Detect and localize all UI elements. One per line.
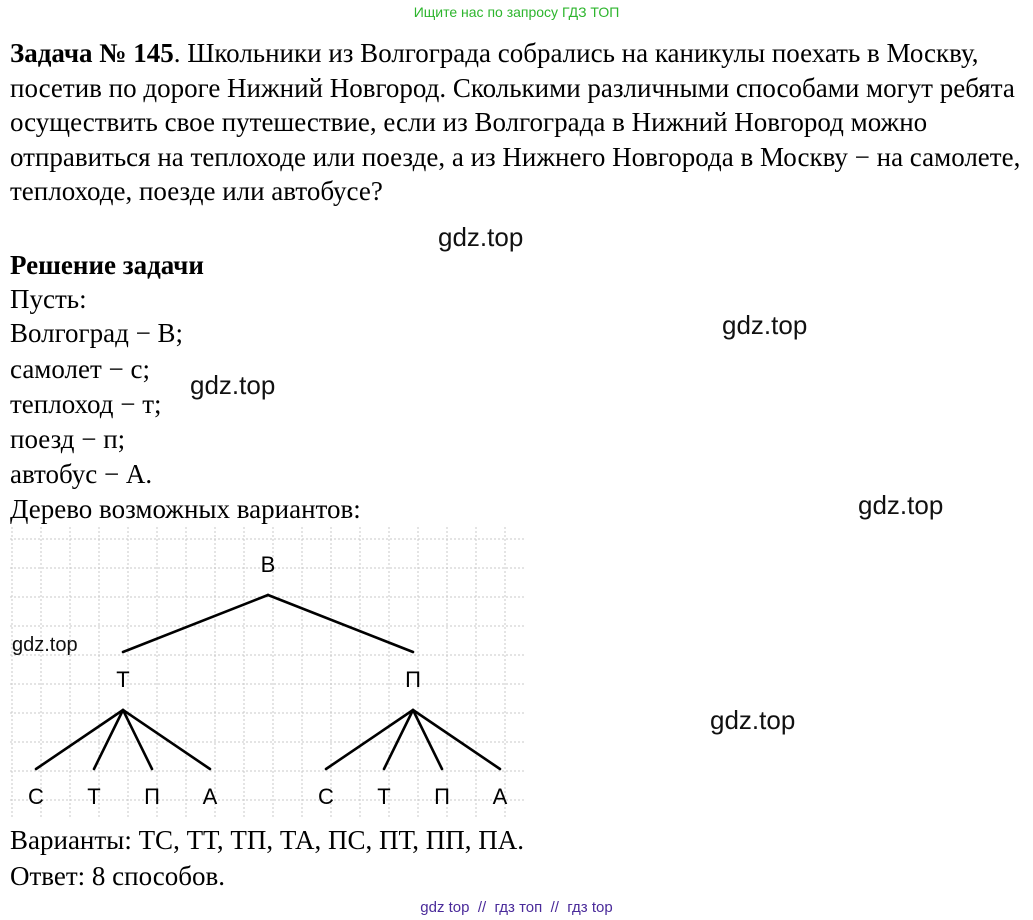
solution-line: самолет − с; [10, 354, 150, 384]
variant-tree-diagram [10, 527, 525, 817]
answer-line: Ответ: 8 способов. [10, 861, 225, 891]
edge-root-t [123, 595, 268, 652]
watermark: gdz.top [438, 222, 524, 252]
tree-leaf: А [492, 784, 508, 809]
solution-line: Волгоград − В; [10, 318, 184, 348]
footer-watermark: gdz top // гдз топ // гдз top [420, 899, 613, 916]
tree-node-root: В [260, 552, 276, 577]
solution-line: автобус − А. [10, 459, 153, 489]
edge-p-c [326, 710, 413, 769]
tree-edges [36, 595, 500, 769]
problem-statement [10, 36, 1025, 209]
edge-p-a [413, 710, 500, 769]
tree-leaf: П [434, 784, 450, 809]
variants-line: Варианты: ТС, ТТ, ТП, ТА, ПС, ПТ, ПП, ПА. [10, 825, 525, 855]
solution-line: поезд − п; [10, 424, 126, 454]
solution-heading: Решение задачи [10, 250, 204, 280]
tree-node-t: Т [116, 667, 130, 692]
edge-root-p [268, 595, 413, 652]
tree-leaf: А [202, 784, 218, 809]
tree-leaf: С [28, 784, 44, 809]
tree-leaf: С [318, 784, 334, 809]
tree-leaf: Т [87, 784, 101, 809]
watermark: gdz.top [12, 634, 78, 656]
solution-line: Пусть: [10, 284, 87, 314]
watermark: gdz.top [722, 310, 808, 340]
watermark: gdz.top [190, 370, 276, 400]
solution-line: теплоход − т; [10, 389, 162, 419]
tree-leaf: П [144, 784, 160, 809]
watermark: gdz.top [710, 705, 796, 735]
solution-line: Дерево возможных вариантов: [10, 494, 361, 524]
watermark: gdz.top [858, 490, 944, 520]
tree-node-p: П [405, 667, 421, 692]
problem-text: . Школьники из Волгограда собрались на каникулы поехать в Москву, посетив по дороге Нижний Новгород. Сколькими различными способами могут ребята осуществить свое путешествие, если из Волгограда в Нижний Новгород можно отправиться на теплоходе или поезде, а из Нижнего Новгорода в Москву − на самолете, теплоходе, поезде или автобусе? [10, 38, 1021, 206]
problem-number: Задача № 145 [10, 38, 174, 68]
top-banner: Ищите нас по запросу ГДЗ ТОП [413, 4, 620, 20]
edge-t-a [123, 710, 210, 769]
edge-t-c [36, 710, 123, 769]
tree-leaf: Т [377, 784, 391, 809]
